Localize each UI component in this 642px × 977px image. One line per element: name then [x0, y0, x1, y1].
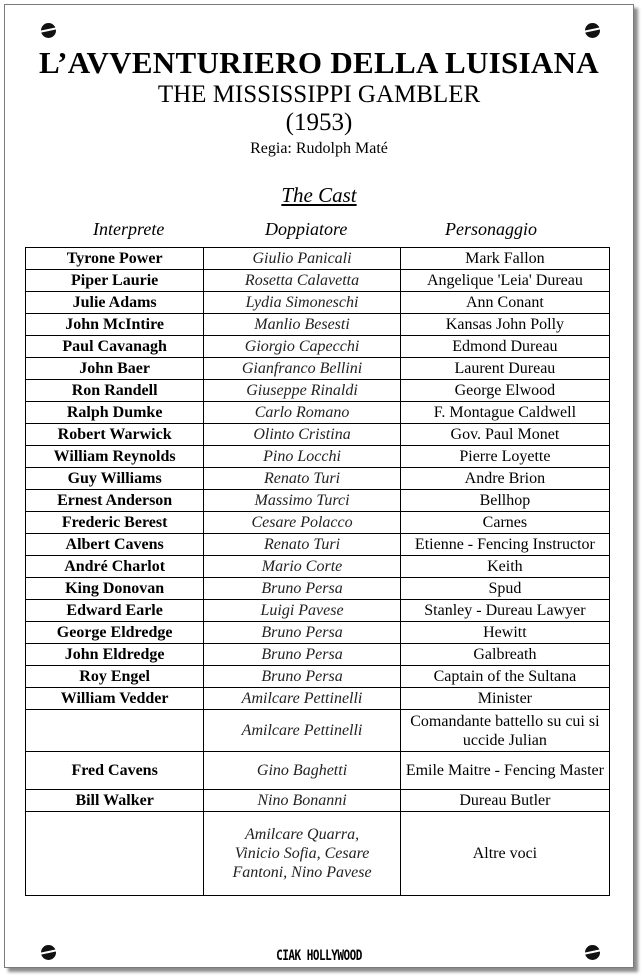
table-row	[26, 812, 610, 896]
table-row	[26, 556, 610, 578]
role-cell: Angelique 'Leia' Dureau	[400, 270, 609, 292]
role-cell: Spud	[400, 578, 609, 600]
title-italian: L’AVVENTURIERO DELLA LUISIANA	[39, 45, 599, 80]
dubber-cell: Gianfranco Bellini	[204, 358, 401, 380]
actor-cell: Tyrone Power	[26, 248, 204, 270]
role-cell: Minister	[400, 688, 609, 710]
table-row	[26, 424, 610, 446]
actor-cell: Roy Engel	[26, 666, 204, 688]
table-row	[26, 270, 610, 292]
actor-cell: William Vedder	[26, 688, 204, 710]
actor-cell: George Eldredge	[26, 622, 204, 644]
table-row	[26, 578, 610, 600]
dubber-cell: Pino Locchi	[204, 446, 401, 468]
role-cell: Altre voci	[400, 812, 609, 896]
punch-hole-icon	[41, 23, 56, 38]
punch-hole-icon	[585, 23, 600, 38]
column-header-dubber: Doppiatore	[265, 219, 348, 239]
dubber-cell: Bruno Persa	[204, 644, 401, 666]
dubber-cell: Lydia Simoneschi	[204, 292, 401, 314]
role-cell: Hewitt	[400, 622, 609, 644]
column-header-role: Personaggio	[445, 219, 537, 239]
table-row	[26, 292, 610, 314]
role-cell: Laurent Dureau	[400, 358, 609, 380]
cast-section-title: The Cast	[281, 183, 357, 207]
title-english: THE MISSISSIPPI GAMBLER	[157, 81, 481, 108]
role-cell: Pierre Loyette	[400, 446, 609, 468]
role-cell: Mark Fallon	[400, 248, 609, 270]
dubber-cell: Mario Corte	[204, 556, 401, 578]
table-row	[26, 644, 610, 666]
actor-cell: Ron Randell	[26, 380, 204, 402]
table-row	[26, 710, 610, 752]
dubber-cell: Amilcare Pettinelli	[204, 710, 401, 752]
role-cell: Emile Maitre - Fencing Master	[400, 752, 609, 790]
actor-cell: Guy Williams	[26, 468, 204, 490]
actor-cell: Piper Laurie	[26, 270, 204, 292]
dubber-cell: Giorgio Capecchi	[204, 336, 401, 358]
document-page	[4, 4, 634, 968]
actor-cell: Paul Cavanagh	[26, 336, 204, 358]
dubber-cell: Massimo Turci	[204, 490, 401, 512]
actor-cell: John Eldredge	[26, 644, 204, 666]
dubber-cell: Luigi Pavese	[204, 600, 401, 622]
role-cell: Bellhop	[400, 490, 609, 512]
role-cell: F. Montague Caldwell	[400, 402, 609, 424]
table-row	[26, 600, 610, 622]
role-cell: Carnes	[400, 512, 609, 534]
dubber-cell: Olinto Cristina	[204, 424, 401, 446]
table-row	[26, 314, 610, 336]
actor-cell: John Baer	[26, 358, 204, 380]
actor-cell: Robert Warwick	[26, 424, 204, 446]
column-header-actor: Interprete	[93, 219, 165, 239]
table-row	[26, 534, 610, 556]
actor-cell: Ernest Anderson	[26, 490, 204, 512]
year: (1953)	[285, 109, 353, 136]
dubber-cell: Manlio Besesti	[204, 314, 401, 336]
table-row	[26, 358, 610, 380]
dubber-cell: Gino Baghetti	[204, 752, 401, 790]
actor-cell: Ralph Dumke	[26, 402, 204, 424]
table-row	[26, 402, 610, 424]
actor-cell: Fred Cavens	[26, 752, 204, 790]
actor-cell: André Charlot	[26, 556, 204, 578]
table-row	[26, 446, 610, 468]
actor-cell: Edward Earle	[26, 600, 204, 622]
cast-table	[25, 247, 610, 896]
dubber-cell: Cesare Polacco	[204, 512, 401, 534]
role-cell: Captain of the Sultana	[400, 666, 609, 688]
role-cell: Edmond Dureau	[400, 336, 609, 358]
role-cell: Dureau Butler	[400, 790, 609, 812]
dubber-cell: Rosetta Calavetta	[204, 270, 401, 292]
table-row	[26, 790, 610, 812]
role-cell: Andre Brion	[400, 468, 609, 490]
table-row	[26, 688, 610, 710]
role-cell: Kansas John Polly	[400, 314, 609, 336]
dubber-cell: Bruno Persa	[204, 666, 401, 688]
dubber-cell: Bruno Persa	[204, 578, 401, 600]
actor-cell: John McIntire	[26, 314, 204, 336]
role-cell: Etienne - Fencing Instructor	[400, 534, 609, 556]
dubber-cell: Amilcare Quarra, Vinicio Sofia, Cesare Fantoni, Nino Pavese	[204, 812, 401, 896]
actor-cell: Julie Adams	[26, 292, 204, 314]
dubber-cell: Bruno Persa	[204, 622, 401, 644]
ciak-hollywood-logo: CIAK HOLLYWOOD	[276, 947, 362, 964]
role-cell: Galbreath	[400, 644, 609, 666]
role-cell: Keith	[400, 556, 609, 578]
role-cell: Ann Conant	[400, 292, 609, 314]
role-cell: George Elwood	[400, 380, 609, 402]
table-row	[26, 380, 610, 402]
actor-cell: Frederic Berest	[26, 512, 204, 534]
table-row	[26, 622, 610, 644]
table-row	[26, 512, 610, 534]
dubber-cell: Nino Bonanni	[204, 790, 401, 812]
dubber-cell: Renato Turi	[204, 468, 401, 490]
role-cell: Comandante battello su cui si uccide Julian	[400, 710, 609, 752]
dubber-cell: Giuseppe Rinaldi	[204, 380, 401, 402]
table-row	[26, 666, 610, 688]
actor-cell	[26, 710, 204, 752]
actor-cell: Bill Walker	[26, 790, 204, 812]
actor-cell: Albert Cavens	[26, 534, 204, 556]
director: Regia: Rudolph Maté	[250, 140, 388, 157]
table-row	[26, 336, 610, 358]
role-cell: Gov. Paul Monet	[400, 424, 609, 446]
actor-cell	[26, 812, 204, 896]
role-cell: Stanley - Dureau Lawyer	[400, 600, 609, 622]
table-row	[26, 248, 610, 270]
actor-cell: King Donovan	[26, 578, 204, 600]
dubber-cell: Amilcare Pettinelli	[204, 688, 401, 710]
actor-cell: William Reynolds	[26, 446, 204, 468]
table-row	[26, 490, 610, 512]
dubber-cell: Carlo Romano	[204, 402, 401, 424]
dubber-cell: Renato Turi	[204, 534, 401, 556]
table-row	[26, 468, 610, 490]
dubber-cell: Giulio Panicali	[204, 248, 401, 270]
table-row	[26, 752, 610, 790]
